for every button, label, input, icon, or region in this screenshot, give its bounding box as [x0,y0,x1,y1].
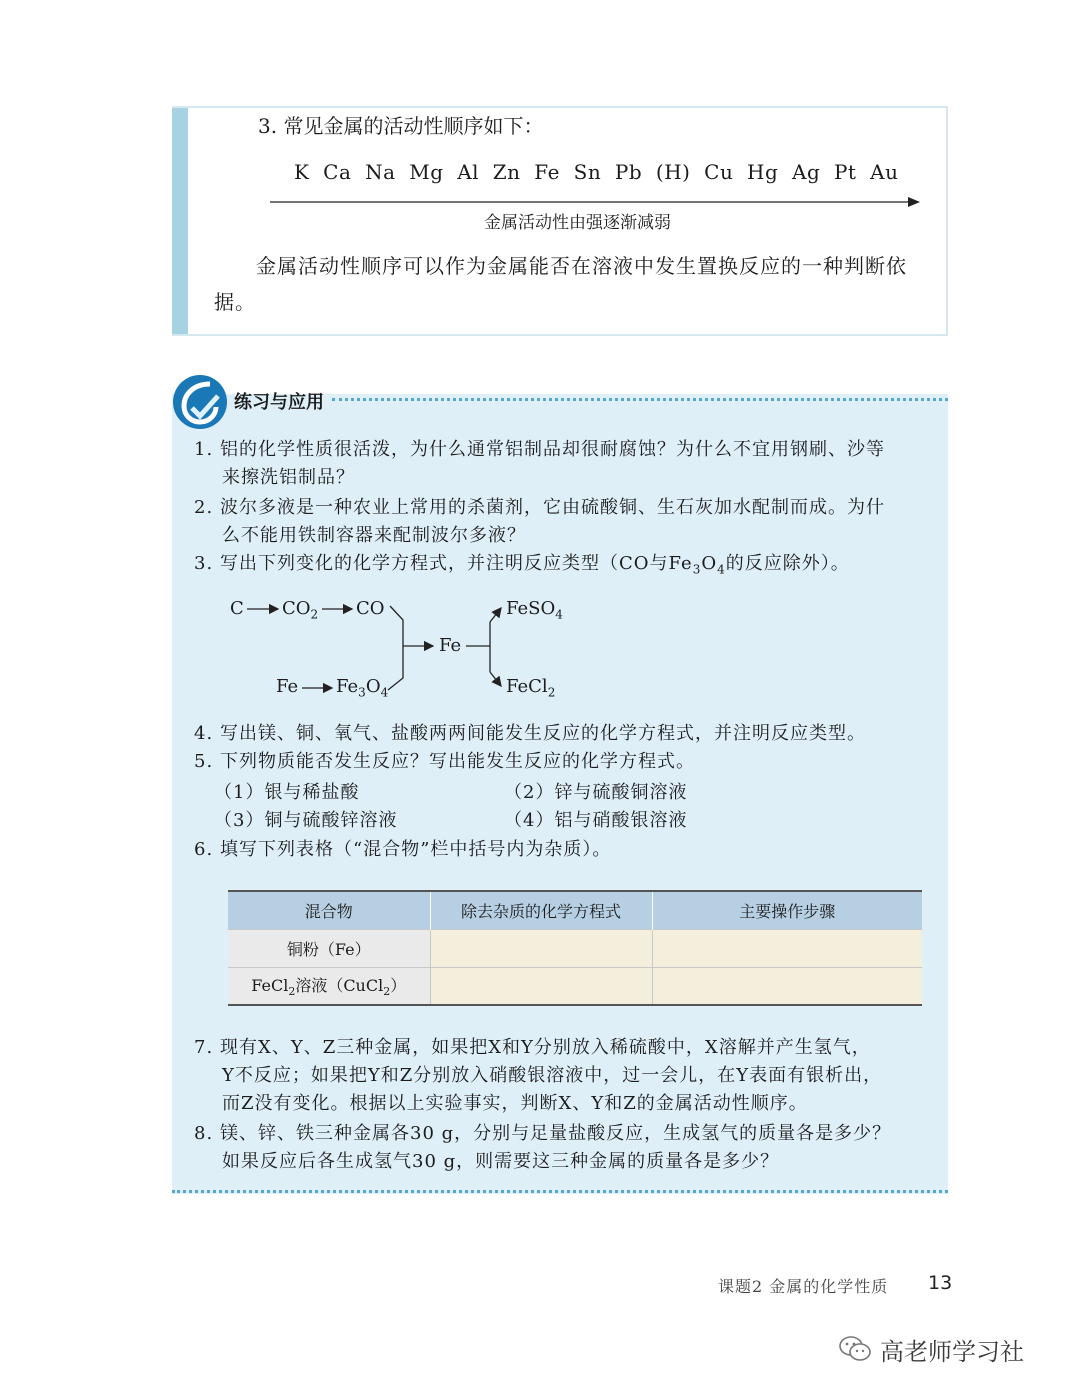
question-number: 1. [194,439,214,460]
reaction-scheme [220,592,600,704]
series-arrow-icon [270,196,920,208]
q5-item-2: （2）锌与硫酸铜溶液 [504,782,688,803]
question-number: 7. [194,1037,214,1058]
question-number: 3. [194,553,214,574]
table-cell: FeCl$_2$溶液（CuCl$_2$） [228,967,430,1005]
watermark-text: 高老师学习社 [880,1338,1024,1366]
panel-bottom-divider [172,1190,948,1193]
formula-feso4: FeSO$_4$ [506,598,563,622]
formula-fe-center: Fe [439,635,462,656]
question-6 [194,836,611,864]
question-7 [194,1034,882,1118]
table-header: 混合物 [228,891,430,929]
question-text: 现有X、Y、Z三种金属，如果把X和Y分别放入稀硫酸中，X溶解并产生氢气， [220,1037,871,1058]
table-cell-blank [652,929,922,967]
question-text: Y不反应；如果把Y和Z分别放入硝酸银溶液中，过一会儿，在Y表面有银析出， [222,1065,883,1086]
table-header: 除去杂质的化学方程式 [430,891,652,929]
question-text: 写出下列变化的化学方程式，并注明反应类型（CO与$Fe_3O_4$的反应除外）。 [220,553,850,577]
table-cell-blank [430,929,652,967]
formula-fe3o4: $Fe_3O_4$ [336,676,389,700]
table-row [228,967,922,1005]
question-number: 5. [194,751,214,772]
impurity-table [228,890,922,1006]
formula-fecl2: FeCl$_2$ [506,676,556,700]
activity-series-note [172,106,948,336]
note-title: 3. 常见金属的活动性顺序如下： [258,114,544,138]
question-8 [194,1120,891,1176]
page-number: 13 [928,1272,953,1294]
panel-top-divider [332,398,948,401]
section-title: 练习与应用 [234,392,324,413]
question-number: 4. [194,723,214,744]
note-accent-bar [172,108,188,334]
table-cell-blank [652,967,922,1005]
chapter-footer: 课题2 金属的化学性质 [718,1277,889,1296]
question-text: 填写下列表格（“混合物”栏中括号内为杂质）。 [220,839,612,860]
question-text: 波尔多液是一种农业上常用的杀菌剂，它由硫酸铜、生石灰加水配制而成。为什 [220,497,885,518]
formula-co: CO [356,598,385,619]
exercise-badge-icon [172,374,228,430]
formula-c: C [230,598,244,619]
question-text: 而Z没有变化。根据以上实验事实，判断X、Y和Z的金属活动性顺序。 [222,1093,808,1114]
table-cell: 铜粉（Fe） [228,929,430,967]
question-text: 下列物质能否发生反应？写出能发生反应的化学方程式。 [220,751,695,772]
wechat-icon [838,1334,872,1364]
question-text: 铝的化学性质很活泼，为什么通常铝制品却很耐腐蚀？为什么不宜用钢刷、沙等 [220,439,885,460]
question-3 [194,550,850,584]
question-number: 2. [194,497,214,518]
question-5 [194,748,695,776]
note-paragraph: 金属活动性顺序可以作为金属能否在溶液中发生置换反应的一种判断依据。 [214,254,907,314]
formula-fe-start: Fe [276,676,299,697]
question-text: 来擦洗铝制品？ [222,467,355,488]
question-number: 6. [194,839,214,860]
q5-item-1: （1）银与稀盐酸 [214,782,360,803]
question-text: 写出镁、铜、氧气、盐酸两两间能发生反应的化学方程式，并注明反应类型。 [220,723,866,744]
q5-item-4: （4）铝与硝酸银溶液 [504,810,688,831]
question-1 [194,436,885,492]
question-2 [194,494,885,550]
question-number: 8. [194,1123,214,1144]
series-caption: 金属活动性由强逐渐减弱 [484,213,671,233]
question-text: 镁、锌、铁三种金属各30 g，分别与足量盐酸反应，生成氢气的质量各是多少？ [220,1123,892,1144]
table-cell-blank [430,967,652,1005]
table-row [228,929,922,967]
table-header-row [228,891,922,929]
table-header: 主要操作步骤 [652,891,922,929]
question-text: 如果反应后各生成氢气30 g，则需要这三种金属的质量各是多少？ [222,1151,780,1172]
question-4 [194,720,866,748]
formula-co2: $CO_2$ [282,598,319,622]
activity-series: K Ca Na Mg Al Zn Fe Sn Pb (H) Cu Hg Ag Pt Au [294,160,899,184]
question-text: 么不能用铁制容器来配制波尔多液？ [222,525,526,546]
q5-item-3: （3）铜与硫酸锌溶液 [214,810,398,831]
